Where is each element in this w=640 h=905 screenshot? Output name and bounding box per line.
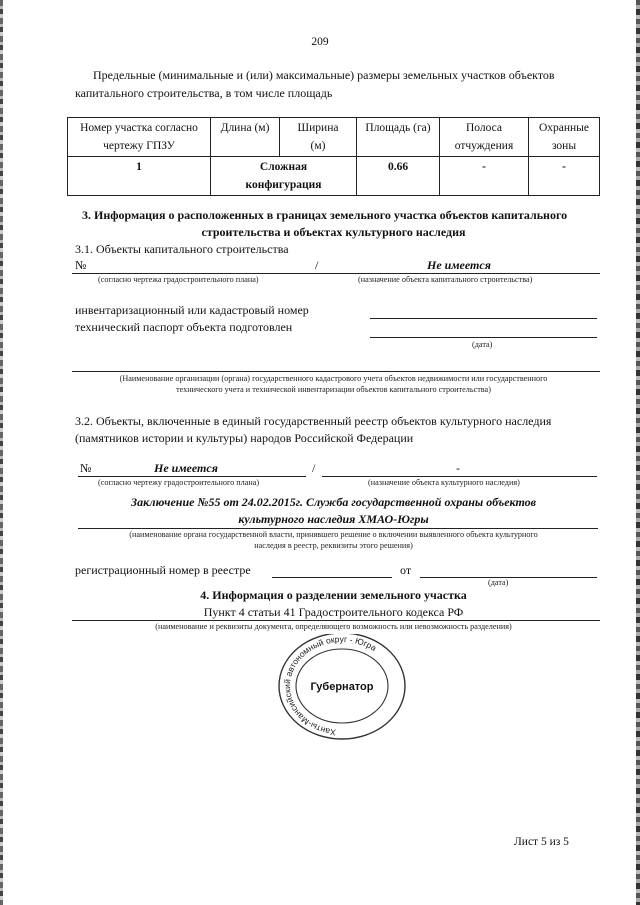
header-cell-strip: Полоса отчуждения: [440, 118, 529, 157]
caption-plan: (согласно чертежа градостроительного плана): [98, 275, 259, 284]
caption-date: (дата): [472, 340, 493, 349]
registry-date-line: [420, 577, 597, 578]
intro-line-1: Предельные (минимальные и (или) максимальные) размеры земельных участков объектов: [93, 68, 555, 82]
cell-plot-number: 1: [68, 157, 211, 196]
subsection-3-2-line-1: 3.2. Объекты, включенные в единый государственный реестр объектов культурного наследия: [75, 414, 552, 428]
section-4-value: Пункт 4 статьи 41 Градостроительного кодекса РФ: [203, 605, 464, 619]
section-3-title-line-1: 3. Информация о расположенных в границах земельного участка объектов капитального: [82, 208, 568, 222]
number-sign-2: №: [80, 461, 92, 475]
section-3-title-line-2: строительства и объектах культурного наследия: [201, 225, 466, 239]
passport-date-line: [370, 337, 597, 338]
underline-3-2-left: [78, 476, 306, 477]
caption-date-2: (дата): [488, 578, 509, 587]
inventory-number-line: [370, 318, 597, 319]
land-plot-table: [67, 117, 600, 196]
heritage-purpose-dash: -: [456, 461, 460, 475]
tech-passport-label: технический паспорт объекта подготовлен: [75, 320, 293, 334]
table-row: [68, 157, 600, 196]
capital-object-none: Не имеется: [427, 258, 491, 272]
section-4-caption: (наименование и реквизиты документа, определяющего возможность или невозможность разделения): [155, 622, 512, 631]
conclusion-line-1: Заключение №55 от 24.02.2015г. Служба государственной охраны объектов: [130, 495, 536, 509]
slash-separator: /: [315, 258, 319, 272]
caption-purpose-2: (назначение объекта культурного наследия): [368, 478, 520, 487]
cell-configuration: Сложная конфигурация: [211, 157, 357, 196]
registry-number-label: регистрационный номер в реестре: [75, 563, 251, 577]
conclusion-underline: [78, 528, 598, 529]
cell-area: 0.66: [357, 157, 440, 196]
caption-authority-1: (наименование органа государственной власти, принявшего решение о включении выявленного объекта культурного: [129, 530, 538, 539]
governor-stamp: [273, 634, 411, 744]
caption-organization-1: (Наименование организации (органа) государственного кадастрового учета объектов недвижимости или государственного: [119, 374, 548, 383]
scan-right-edge: [636, 0, 640, 905]
from-label: от: [400, 563, 412, 577]
subsection-3-2-line-2: (памятников истории и культуры) народов Российской Федерации: [75, 431, 414, 445]
page-number: 209: [311, 36, 329, 48]
header-cell-width: Ширина (м): [280, 118, 357, 157]
inventory-number-label: инвентаризационный или кадастровый номер: [75, 303, 309, 317]
underline-3-1: [72, 273, 600, 274]
subsection-3-1: 3.1. Объекты капитального строительства: [75, 242, 289, 256]
cell-strip: -: [440, 157, 529, 196]
intro-line-2: капитального строительства, в том числе площадь: [75, 86, 333, 100]
conclusion-line-2: культурного наследия ХМАО-Югры: [238, 512, 429, 526]
header-cell-zones: Охранные зоны: [529, 118, 600, 157]
registry-number-line: [272, 577, 392, 578]
scan-left-edge: [0, 0, 3, 905]
heritage-object-none: Не имеется: [154, 461, 218, 475]
cell-zones: -: [529, 157, 600, 196]
header-cell-area: Площадь (га): [357, 118, 440, 157]
caption-purpose: (назначение объекта капитального строительства): [358, 275, 533, 284]
header-cell-length: Длина (м): [211, 118, 280, 157]
table-header-row: [68, 118, 600, 157]
stamp-ring-text: Ханты-Мансийский автономный округ - Югра: [282, 634, 379, 738]
sheet-number: Лист 5 из 5: [514, 836, 569, 848]
caption-organization-2: технического учета и технической инвентаризации объектов капитального строительства): [176, 385, 491, 394]
caption-plan-2: (согласно чертежу градостроительного плана): [98, 478, 260, 487]
slash-separator-2: /: [312, 461, 316, 475]
header-cell-plot-number: Номер участка согласно чертежу ГПЗУ: [68, 118, 211, 157]
section-4-underline: [72, 620, 600, 621]
caption-authority-2: наследия в реестр, реквизиты этого решения): [254, 541, 413, 550]
organization-line: [72, 371, 600, 372]
section-4-title: 4. Информация о разделении земельного участка: [200, 588, 467, 602]
number-sign: №: [75, 258, 87, 272]
underline-3-2-right: [322, 476, 597, 477]
stamp-center-text: Губернатор: [310, 681, 374, 693]
